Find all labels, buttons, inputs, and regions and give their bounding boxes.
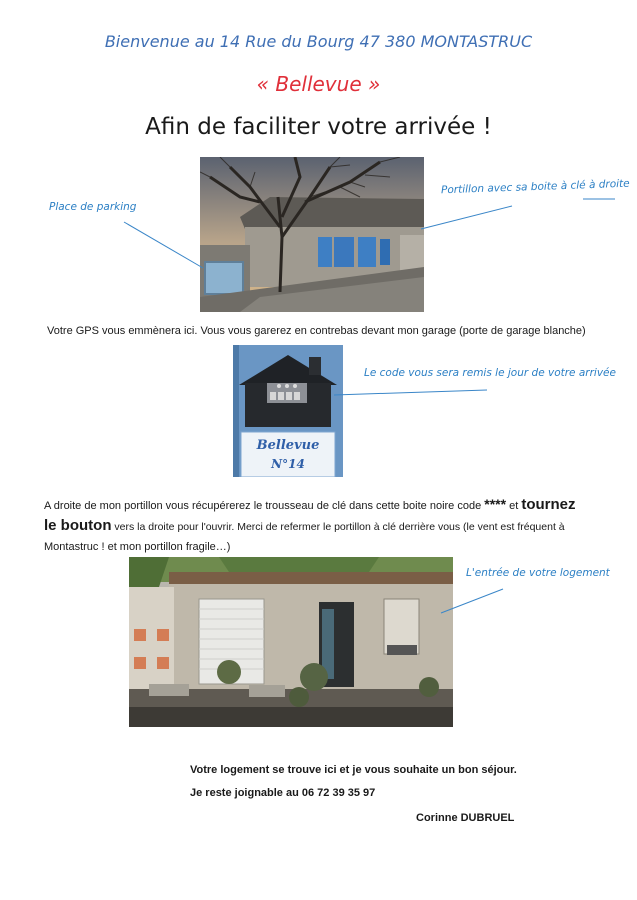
gate-annotation: Portillon avec sa boite à clé à droite	[440, 177, 630, 197]
keybox-text-2: vers la droite pour l'ouvrir. Merci de refermer le portillon à clé derrière vous (le vent est fréquent à	[111, 521, 565, 533]
street-photo	[200, 157, 424, 312]
keybox-et: et	[506, 500, 522, 512]
signature: Corinne DUBRUEL	[416, 812, 515, 824]
parking-annotation: Place de parking	[49, 201, 137, 213]
keybox-text-3: Montastruc ! et mon portillon fragile…)	[44, 541, 231, 553]
entrance-annotation: L'entrée de votre logement	[466, 567, 610, 579]
sign-number: N°14	[271, 457, 305, 471]
closing-line-2: Je reste joignable au 06 72 39 35 97	[190, 787, 376, 799]
gate-connector	[421, 206, 512, 229]
keybox-text-1: A droite de mon portillon vous récupérerez le trousseau de clé dans cette boite noire code	[44, 500, 485, 512]
keybox-code-stars: ****	[484, 496, 507, 512]
keybox-bold-tournez: tournez	[521, 496, 576, 513]
closing-line-1: Votre logement se trouve ici et je vous souhaite un bon séjour.	[190, 764, 517, 776]
parking-connector	[124, 222, 203, 268]
code-annotation: Le code vous sera remis le jour de votre arrivée	[364, 367, 616, 379]
house-name: « Bellevue »	[256, 72, 381, 96]
sign-name: Bellevue	[256, 438, 320, 453]
address-line: Bienvenue au 14 Rue du Bourg 47 380 MONTASTRUC	[104, 32, 533, 51]
house-photo	[129, 557, 453, 727]
keybox-bold-bouton: le bouton	[44, 517, 112, 534]
code-connector	[334, 390, 487, 395]
gps-paragraph: Votre GPS vous emmènera ici. Vous vous garerez en contrebas devant mon garage (porte de garage blanche)	[47, 325, 586, 337]
keybox-paragraph	[44, 494, 604, 557]
keybox-photo	[233, 345, 343, 477]
page-headline: Afin de faciliter votre arrivée !	[145, 114, 492, 140]
